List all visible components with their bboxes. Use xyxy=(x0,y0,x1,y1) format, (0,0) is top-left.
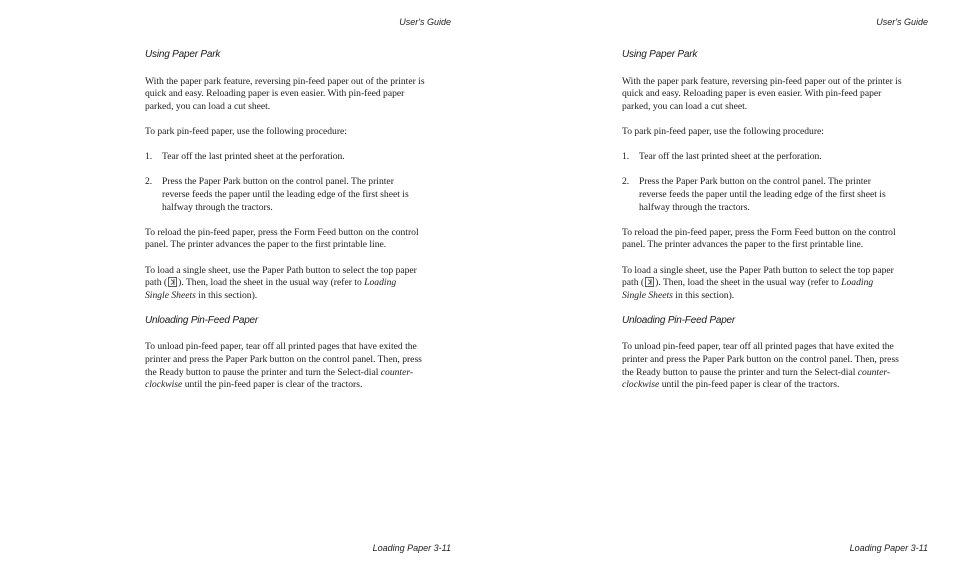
single-sheet-paragraph: To load a single sheet, use the Paper Path button to select the top paper path ( ). Then, load the sheet in the usual way (refer to Loading Single Sheets in this section). xyxy=(622,264,894,301)
step-number: 1. xyxy=(622,151,630,163)
step-number: 2. xyxy=(145,176,153,188)
single-sheet-paragraph: To load a single sheet, use the Paper Path button to select the top paper path ( ). Then, load the sheet in the usual way (refer to Loading Single Sheets in this section). xyxy=(145,264,417,301)
intro-paragraph: With the paper park feature, reversing pin-feed paper out of the printer is quick and easy. Reloading paper is even easier. With pin-feed paper parked, you can load a cut sheet. xyxy=(145,75,425,112)
procedure-intro: To park pin-feed paper, use the following procedure: xyxy=(145,125,347,137)
section-heading-unloading: Unloading Pin-Feed Paper xyxy=(622,314,736,326)
page-content xyxy=(622,49,932,404)
step-2 xyxy=(145,176,455,214)
running-header: User's Guide xyxy=(399,17,451,27)
paper-path-icon xyxy=(645,277,654,287)
step-number: 2. xyxy=(622,176,630,188)
step-2 xyxy=(622,176,932,214)
running-footer: Loading Paper 3-11 xyxy=(849,543,928,553)
step-1 xyxy=(622,151,932,164)
section-heading-using-paper-park: Using Paper Park xyxy=(145,49,221,60)
page-content xyxy=(145,49,455,404)
section-heading-unloading: Unloading Pin-Feed Paper xyxy=(145,314,259,326)
running-footer: Loading Paper 3-11 xyxy=(372,543,451,553)
step-text: Tear off the last printed sheet at the perforation. xyxy=(639,151,822,163)
step-number: 1. xyxy=(145,151,153,163)
unloading-paragraph: To unload pin-feed paper, tear off all printed pages that have exited the printer and press the Paper Park button on the control panel. Then, press the Ready button to pause the printer and turn the Select-dial counter- clockwise until the pin-feed paper is clear of the tractors. xyxy=(622,341,899,391)
running-header: User's Guide xyxy=(876,17,928,27)
right-page xyxy=(477,0,954,580)
procedure-intro: To park pin-feed paper, use the following procedure: xyxy=(622,125,824,137)
step-text: Press the Paper Park button on the control panel. The printer reverse feeds the paper until the leading edge of the first sheet is halfway through the tractors. xyxy=(162,176,409,213)
paper-path-icon xyxy=(168,277,177,287)
reload-paragraph: To reload the pin-feed paper, press the Form Feed button on the control panel. The printer advances the paper to the first printable line. xyxy=(145,226,419,251)
section-heading-using-paper-park: Using Paper Park xyxy=(622,49,698,60)
intro-paragraph: With the paper park feature, reversing pin-feed paper out of the printer is quick and easy. Reloading paper is even easier. With pin-feed paper parked, you can load a cut sheet. xyxy=(622,75,902,112)
step-text: Tear off the last printed sheet at the perforation. xyxy=(162,151,345,163)
step-text: Press the Paper Park button on the control panel. The printer reverse feeds the paper until the leading edge of the first sheet is halfway through the tractors. xyxy=(639,176,886,213)
step-1 xyxy=(145,151,455,164)
reload-paragraph: To reload the pin-feed paper, press the Form Feed button on the control panel. The printer advances the paper to the first printable line. xyxy=(622,226,896,251)
unloading-paragraph: To unload pin-feed paper, tear off all printed pages that have exited the printer and press the Paper Park button on the control panel. Then, press the Ready button to pause the printer and turn the Select-dial counter- clockwise until the pin-feed paper is clear of the tractors. xyxy=(145,341,422,391)
